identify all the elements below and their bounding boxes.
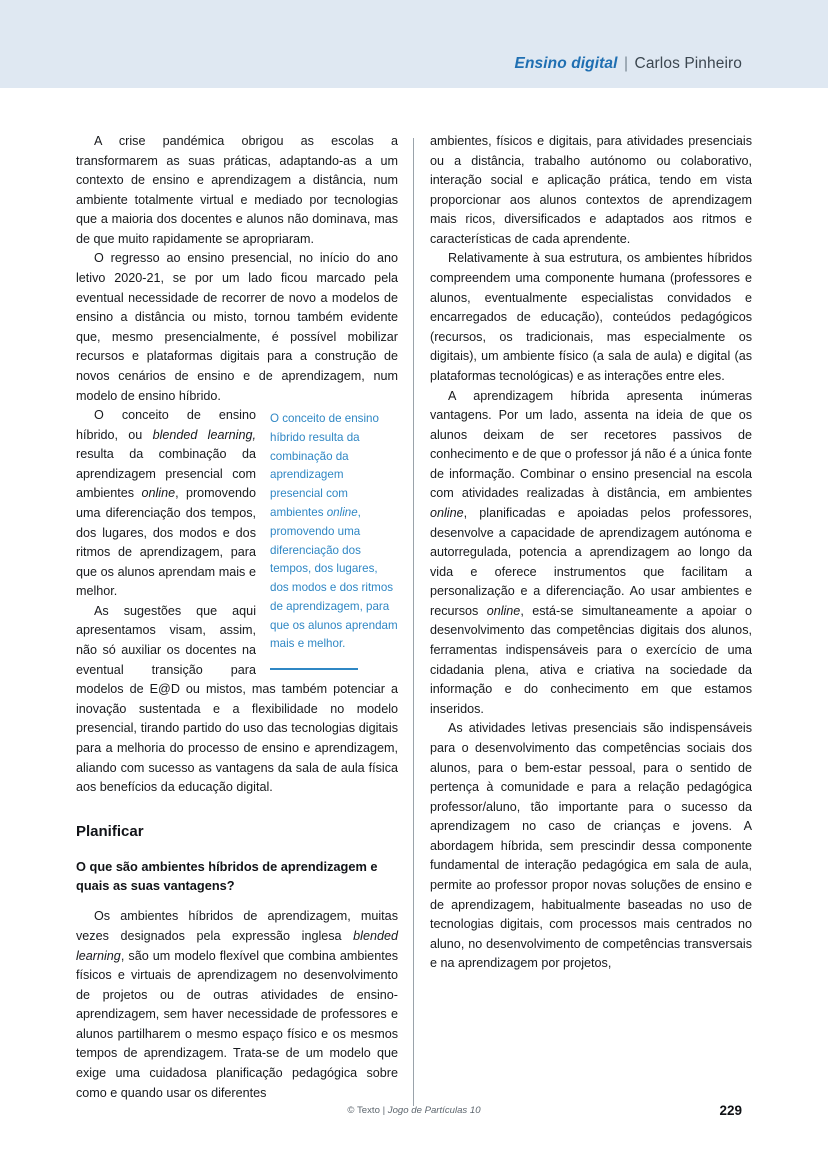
running-head-book-title: Ensino digital	[514, 55, 618, 72]
footer-work-title: Jogo de Partículas 10	[387, 1105, 481, 1116]
page-number: 229	[719, 1103, 742, 1118]
paragraph-part: resulta da combinação da aprendizagem presencial com ambientes	[76, 447, 256, 501]
paragraph: As sugestões que aqui apresentamos visam, assim, não só auxiliar os docentes na eventual transição para modelos de E@D ou mistos, mas também potenciar a inovação sustentada e a flexibilidade no modelo presencial, tirando partido do uso das tecnologias digitais para a melhoria do processo de ensino e aprendizagem, aliando com sucesso as vantagens da sala de aula física aos benefícios da educação digital.	[76, 603, 398, 795]
column-divider	[413, 138, 414, 1106]
page-body	[0, 132, 828, 1117]
page-header-band	[0, 0, 828, 88]
pull-quote-italic: online	[326, 506, 358, 519]
paragraph-part: Os ambientes híbridos de aprendizagem, muitas vezes designados pela expressão inglesa	[76, 909, 398, 943]
pull-quote	[270, 410, 398, 670]
paragraph	[76, 907, 398, 1103]
sub-heading: O que são ambientes híbridos de aprendizagem e quais as suas vantagens?	[76, 858, 378, 894]
paragraph-italic: blended learning	[76, 928, 398, 963]
pull-quote-rule	[270, 668, 358, 670]
footer-copyright: © Texto	[347, 1105, 380, 1116]
paragraph: O regresso ao ensino presencial, no início do ano letivo 2020-21, se por um lado ficou marcado pela eventual necessidade de recorrer de novo a modelos de ensino a distância ou misto, tornou também evidente que, mesmo presencialmente, é possível mobilizar recursos e plataformas digitais para a construção de novos cenários de ensino e de aprendizagem, num modelo de ensino híbrido.	[76, 251, 398, 403]
running-head-separator: |	[623, 55, 629, 72]
footer-credit	[0, 1105, 828, 1116]
header-divider-rule	[0, 88, 828, 91]
right-column	[430, 132, 752, 974]
paragraph-italic: online	[430, 505, 464, 520]
paragraph-part: A aprendizagem híbrida apresenta inúmeras vantagens. Por um lado, assenta na ideia de que os alunos deixam de ser recetores passivos de conhecimento e de que o professor já não é a única fonte de informação. Combinar o ensino presencial na escola com atividades realizadas à distância, em ambientes	[430, 388, 752, 501]
running-head-author: Carlos Pinheiro	[634, 55, 742, 72]
paragraph-part: , promovendo uma diferenciação dos tempos, dos lugares, dos modos e dos ritmos de aprendizagem, para que os alunos aprendam mais e melhor.	[76, 486, 256, 599]
paragraph-italic: online	[141, 486, 176, 501]
paragraph-italic: blended learning,	[152, 427, 256, 442]
footer-separator: |	[382, 1105, 386, 1116]
pull-quote-text	[270, 410, 398, 654]
paragraph-part: , planificadas e apoiadas pelos professores, desenvolve a capacidade de aprendizagem autónoma e autorregulada, potencia a aprendizagem ao longo da vida e oferece instrumentos que facilitam a personalização e a diferenciação. Ao usar ambientes e recursos	[430, 505, 752, 618]
paragraph-part: , são um modelo flexível que combina ambientes físicos e virtuais de aprendizagem no desenvolvimento de projetos ou de outras atividades de ensino-aprendizagem, sem haver necessidade de professores e alunos partilharem o mesmo espaço físico e os mesmos tempos de aprendizagem. Trata-se de um modelo que exige uma cuidadosa planificação pedagógica sobre como e quando usar os diferentes	[76, 948, 398, 1100]
pull-quote-part2: , promovendo uma diferenciação dos tempos, dos lugares, dos modos e dos ritmos de aprendizagem, para que os alunos aprendam mais e melhor.	[270, 506, 398, 651]
paragraph: ambientes, físicos e digitais, para atividades presenciais ou a distância, trabalho autónomo ou colaborativo, interação social e aplicação prática, tendo em vista proporcionar aos alunos contextos de aprendizagem mais ricos, diversificados e adaptados aos ritmos e características de cada aprendente.	[430, 134, 752, 246]
paragraph-italic: online	[486, 603, 521, 618]
paragraph: A crise pandémica obrigou as escolas a transformarem as suas práticas, adaptando-as a um contexto de ensino e aprendizagem a distância, num ambiente totalmente virtual e mediado por tecnologias que a maioria dos docentes e alunos não dominava, mas de que muito rapidamente se apropriaram.	[76, 134, 398, 246]
running-head	[515, 55, 742, 73]
paragraph-part: , está-se simultaneamente a apoiar o desenvolvimento das competências digitais dos alunos, ferramentas indispensáveis para o exercício de uma cidadania plena, ativa e criativa na sociedade da informação e do conhecimento em que estamos inseridos.	[430, 603, 752, 716]
paragraph	[430, 387, 752, 720]
paragraph: As atividades letivas presenciais são indispensáveis para o desenvolvimento das competências sociais dos alunos, para o bem-estar pessoal, para o sentido de pertença à comunidade e para a relação pedagógica professor/aluno, tão importante para o sucesso da aprendizagem no caso de crianças e jovens. A abordagem híbrida, sem prescindir dessa componente fundamental de interação pedagógica em sala de aula, permite ao professor propor novas soluções de ensino e de aprendizagem, habitualmente baseadas no uso de tecnologias digitais, com processos mais centrados no aluno, no desenvolvimento de competências transversais e na aprendizagem por projetos,	[430, 721, 752, 971]
left-column	[76, 132, 398, 1103]
paragraph-part: O conceito de ensino híbrido, ou	[76, 408, 256, 442]
paragraph: Relativamente à sua estrutura, os ambientes híbridos compreendem uma componente humana (professores e alunos, eventualmente especialistas convidados e encarregados de educação), conteúdos pedagógicos (recursos, os tradicionais, mas especialmente os digitais), um ambiente físico (a sala de aula) e digital (as plataformas tecnológicas) e as interações entre eles.	[430, 251, 752, 383]
pull-quote-part1: O conceito de ensino híbrido resulta da combinação da aprendizagem presencial com ambientes	[270, 412, 379, 519]
section-heading: Planificar	[76, 822, 144, 840]
page-footer	[0, 1105, 828, 1135]
